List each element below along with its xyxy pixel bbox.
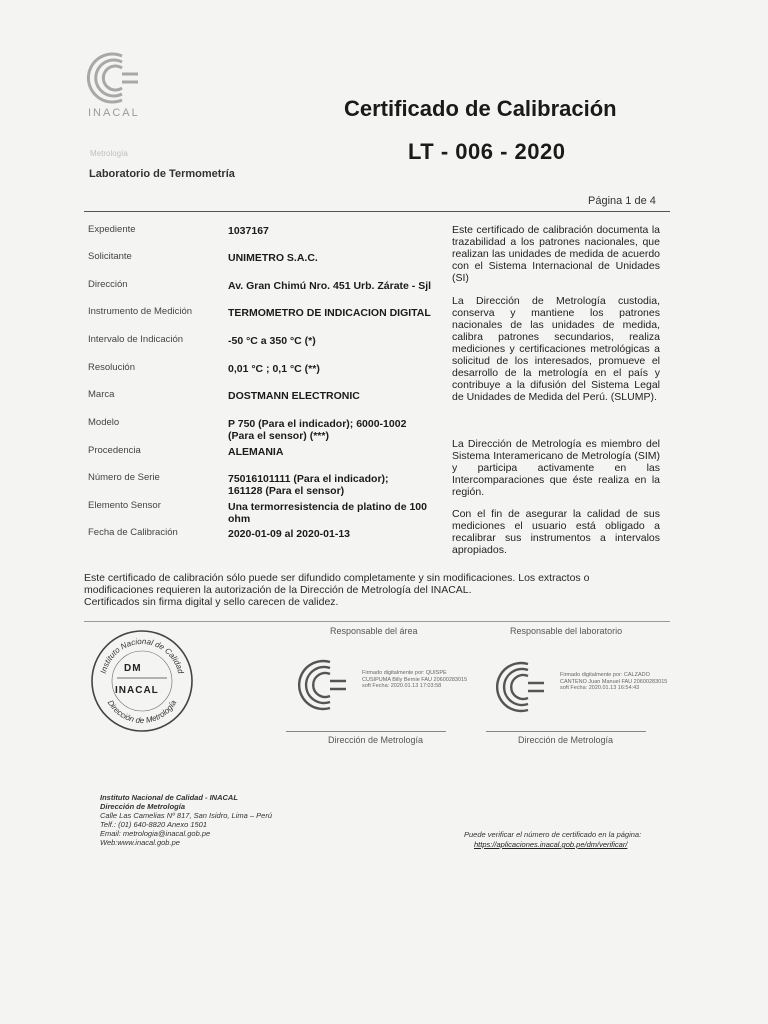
field-label: Dirección (88, 279, 128, 290)
field-value: -50 °C a 350 °C (*) (228, 335, 316, 347)
notice-line: Certificados sin firma digital y sello carecen de validez. (84, 596, 339, 608)
signature-role: Responsable del laboratorio (510, 626, 623, 636)
field-value: ALEMANIA (228, 446, 284, 458)
signature-divider (84, 621, 670, 622)
certificate-title: Certificado de Calibración (344, 96, 617, 121)
field-label: Resolución (88, 362, 135, 373)
verify-text: Puede verificar el número de certificado en la página: (464, 830, 642, 839)
verify-link[interactable]: https://aplicaciones.inacal.gob.pe/dm/verificar/ (474, 840, 628, 849)
certificate-code: LT - 006 - 2020 (408, 139, 566, 164)
notice-line: modificaciones requieren la autorización de la Dirección de Metrología del INACAL. (84, 584, 472, 596)
footer-web: Web:www.inacal.gob.pe (100, 838, 180, 847)
footer-email: Email: metrologia@inacal.gob.pe (100, 829, 211, 838)
svg-text:Dirección de Metrología (106, 698, 179, 725)
digital-signature-text: Firmado digitalmente por: CALZADO CANTENO Juan Manuel FAU 20600283015 soft Fecha: 2020.01.13 16:54:43 (560, 672, 668, 691)
field-value: 2020-01-09 al 2020-01-13 (228, 528, 351, 540)
distribution-notice (84, 572, 674, 608)
field-value: 1037167 (228, 225, 269, 237)
signature-line (486, 731, 646, 732)
digital-signature-logo-icon (286, 654, 354, 716)
field-label: Instrumento de Medición (88, 306, 193, 317)
field-value: 75016101111 (Para el indicador); 161128 (Para el sensor) (228, 473, 389, 497)
field-label: Modelo (88, 417, 120, 428)
svg-text:Instituto Nacional de Calidad (99, 637, 186, 675)
direction-paragraph: La Dirección de Metrología custodia, conserva y mantiene los patrones nacionales de las unidades de medida, calibra patrones secundarios, realiza mediciones y certificaciones metrológicas a solicitud de los interesados, promueve el desarrollo de la metrología en el país y contribuye a la difusión del Sistema Legal de Unidades de Medida del Perú. (SLUMP). (452, 295, 660, 403)
field-value: Una termorresistencia de platino de 100 ohm (228, 501, 427, 525)
org-sub-text: Metrología (90, 149, 128, 158)
stamp-top-text: Instituto Nacional de Calidad (98, 636, 186, 675)
signature-role: Responsable del área (330, 626, 418, 636)
signature-line (286, 731, 446, 732)
top-divider (84, 211, 670, 212)
field-label: Solicitante (88, 251, 132, 262)
stamp-inacal: INACAL (115, 685, 159, 696)
stamp-dm: DM (124, 663, 142, 674)
sim-paragraph: La Dirección de Metrología es miembro del Sistema Interamericano de Metrología (SIM) y participa activamente en las Intercomparaciones que éste realiza en la región. (452, 438, 660, 498)
field-label: Fecha de Calibración (88, 527, 178, 538)
field-label: Número de Serie (88, 472, 160, 483)
field-value: Av. Gran Chimú Nro. 451 Urb. Zárate - Sjl (228, 280, 432, 292)
field-label: Intervalo de Indicación (88, 334, 184, 345)
official-stamp (89, 628, 195, 734)
field-label: Expediente (88, 224, 136, 235)
field-value: TERMOMETRO DE INDICACION DIGITAL (228, 307, 431, 319)
laboratory-name: Laboratorio de Termometría (89, 168, 235, 180)
field-value: P 750 (Para el indicador); 6000-1002 (Para el sensor) (***) (228, 418, 407, 442)
traceability-paragraph: Este certificado de calibración documenta la trazabilidad a los patrones nacionales, que realizan las unidades de medida de acuerdo con el Sistema Internacional de Unidades (SI) (452, 224, 660, 284)
recalibration-paragraph: Con el fin de asegurar la calidad de sus mediciones el usuario está obligado a recalibrar sus instrumentos a intervalos apropiados. (452, 508, 660, 556)
footer-org: Instituto Nacional de Calidad - INACAL (100, 793, 238, 802)
field-label: Procedencia (88, 445, 141, 456)
notice-line: Este certificado de calibración sólo puede ser difundido completamente y sin modificaciones. Los extractos o (84, 572, 590, 584)
footer-dept: Dirección de Metrología (100, 802, 186, 811)
stamp-bottom-text: Dirección de Metrología (105, 698, 179, 726)
footer-phone: Telf.: (01) 640-8820 Anexo 1501 (100, 820, 208, 829)
digital-signature-logo-icon (484, 656, 552, 718)
field-value: 0,01 °C ; 0,1 °C (**) (228, 363, 320, 375)
field-value: DOSTMANN ELECTRONIC (228, 390, 360, 402)
field-value: UNIMETRO S.A.C. (228, 252, 318, 264)
org-logo-text: INACAL (88, 107, 140, 119)
field-label: Elemento Sensor (88, 500, 161, 511)
digital-signature-text: Firmado digitalmente por: QUISPE CUSIPUMA Billy Bernie FAU 20600283015 soft Fecha: 2020.01.13 17:03:58 (362, 670, 468, 689)
footer-address: Calle Las Camelias Nº 817, San Isidro, Lima – Perú (100, 811, 272, 820)
field-label: Marca (88, 389, 115, 400)
signature-dept: Dirección de Metrología (518, 735, 614, 745)
inacal-logo (76, 48, 146, 108)
signature-dept: Dirección de Metrología (328, 735, 424, 745)
page-indicator: Página 1 de 4 (588, 195, 656, 207)
